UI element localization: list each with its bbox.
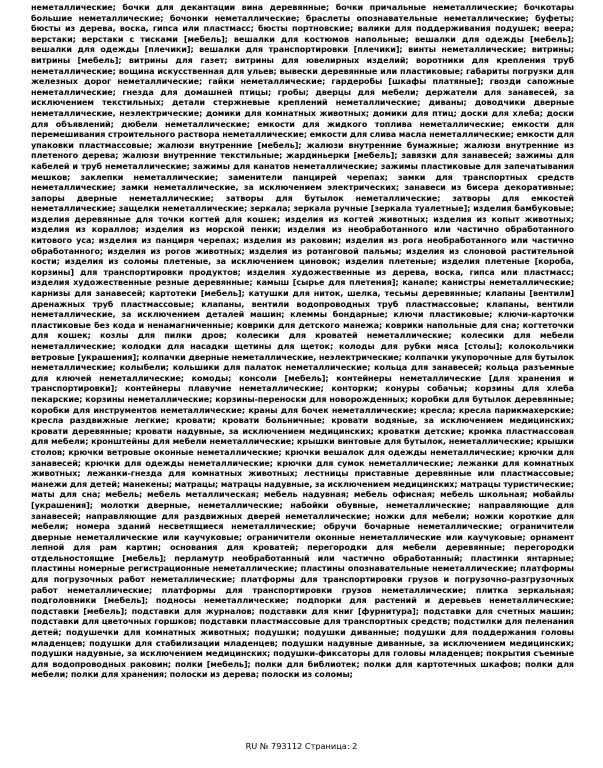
document-page	[31, 3, 574, 681]
goods-list-text: неметаллические; бочки для декантации вина деревянные; бочки причальные неметаллические; бочкотары большие неметаллические; бочонки неметаллические; браслеты опознавательные неметаллические; буфеты; бюсты из дерева, воска, гипса или пластмасс; бюсты портновские; валики для поддерживания подушек; веера; верстаки; верстаки с тисками [мебель]; вешалки для костюмов напольные; вешалки для одежды [мебель]; вешалки для одежды [плечики]; вешалки для транспортировки [плечики]; винты неметаллические; витрины; витрины [мебель]; витрины для газет; витрины для ювелирных изделий; воротники для крепления труб неметаллические; вощина искусственная для ульев; вывески деревянные или пластиковые; габариты погрузки для железных дорог неметаллические; гайки неметаллические; гардеробы [шкафы платяные]; гвозди сапожные неметаллические; гнезда для домашней птицы; гробы; дверцы для мебели; держатели для занавесей, за исключением текстильных; детали стержневые креплений неметаллические; диваны; доводчики дверные неметаллические, неэлектрические; домики для комнатных животных; домики для птиц; доски для хлеба; доски для объявлений; дюбели неметаллические; емкости для жидкого топлива неметаллические; емкости для перемешивания строительного раствора неметаллические; емкости для слива масла неметаллические; емкости для упаковки пластмассовые; жалюзи внутренние [мебель]; жалюзи внутренние бумажные; жалюзи внутренние из плетеного дерева; жалюзи внутренние текстильные; жардиньерки [мебель]; завязки для занавесей; зажимы для кабелей и труб неметаллические; зажимы для канатов неметаллические; зажимы пластиковые для запечатывания мешков; заклепки неметаллические; заменители панцирей черепах; замки для транспортных средств неметаллические; замки неметаллические, за исключением электрических; занавеси из бисера декоративные; запоры дверные неметаллические; затворы для бутылок неметаллические; затворы для емкостей неметаллические; защелки неметаллические; зеркала; зеркала ручные [зеркала туалетные]; изделия бамбуковые; изделия деревянные для точки когтей для кошек; изделия из когтей животных; изделия из копыт животных; изделия из кораллов; изделия из морской пенки; изделия из необработанного или частично обработанного китового уса; изделия из панциря черепах; изделия из раковин; изделия из рога необработанного или частично обработанного; изделия из рогов животных; изделия из ротанговой пальмы; изделия из слоновой растительной кости; изделия из соломы плетеные, за исключением циновок; изделия плетеные; изделия плетеные [короба, корзины] для транспортировки продуктов; изделия художественные из дерева, воска, гипса или пластмасс; изделия художественные резные деревянные; камыш [сырье для плетения]; канапе; канистры неметаллические; карнизы для занавесей; картотеки [мебель]; катушки для ниток, шелка, тесьмы деревянные; клапаны [вентили] дренажных труб пластмассовые; клапаны, вентили водопроводных труб пластмассовые; клапаны, вентили неметаллические, за исключением деталей машин; клеммы бондарные; ключи пластиковые; ключи-карточки пластиковые без кода и ненамагниченные; коврики для детского манежа; коврики напольные для сна; когтеточки для кошек; козлы для пилки дров; колесики для кроватей неметаллические; колесики для мебели неметаллические; колодки для насадки щетины для щеток; колоды для рубки мяса [столы]; колокольчики ветровые [украшения]; колпачки дверные неметаллические, неэлектрические; колпачки укупорочные для бутылок неметаллические; колыбели; кольшики для палаток неметаллические; кольца для занавесей; кольца разъемные для ключей неметаллические; комоды; консоли [мебель]; контейнеры неметаллические [для хранения и транспортировки]; контейнеры плавучие неметаллические; конторки; конуры собачьи; корзины для хлеба пекарские; корзины неметаллические; корзины-переноски для новорожденных; коробки для бутылок деревянные; коробки для инструментов неметаллические; краны для бочек неметаллические; кресла; кресла парикмахерские; кресла раздвижные легкие; кровати; кровати больничные; кровати водяные, за исключением медицинских; кровати деревянные; кровати надувные, за исключением медицинских; кроватки детские; кромка пластмассовая для мебели; кронштейны для мебели неметаллические; крышки винтовые для бутылок, неметаллические; крышки столов; крючки ветровые оконные неметаллические; крючки вешалок для одежды неметаллические; крючки для занавесей; крючки для одежды неметаллические; крючки для сумок неметаллические; лежанки для комнатных животных; лежанки-гнезда для комнатных животных; лестницы приставные деревянные или пластмассовые; манежи для детей; манекены; матрацы; матрацы надувные, за исключением медицинских; матрацы туристические; маты для сна; мебель; мебель металлическая; мебель надувная; мебель офисная; мебель школьная; мобайлы [украшения]; молотки дверные, неметаллические; набойки обувные, неметаллические; направляющие для занавесей; направляющие для раздвижных дверей неметаллические; ножки для мебели; ножки короткие для мебели; номера зданий несветящиеся неметаллические; обручи бочарные неметаллические; ограничители дверные неметаллические или каучуковые; ограничители оконные неметаллические или каучуковые; орнамент лепной для рам картин; основания для кроватей; перегородки для мебели деревянные; перегородки отдельностоящие [мебель]; перламутр необработанный или частично обработанный; пластинки янтарные; пластины номерные регистрационные неметаллические; пластины опознавательные неметаллические; платформы для погрузочных работ неметаллические; платформы для транспортировки грузов и погрузочно-разгрузочных работ неметаллические; платформы для транспортировки грузов неметаллические; плитка зеркальная; подголовники [мебель]; подносы неметаллические; подпорки для растений и деревьев неметаллические; подставки [мебель]; подставки для журналов; подставки для книг [фурнитура]; подставки для счетных машин; подставки для цветочных горшков; подставки пластмассовые для транспортных средств; подстилки для пеленания детей; подушечки для комнатных животных; подушки; подушки диванные; подушки для поддержания головы младенцев; подушки для стабилизации младенцев; подушки надувные диванные, за исключением медицинских; подушки надувные, за исключением медицинских; подушки-фиксаторы для головы младенцев; покрытия съемные для водопроводных раковин; полки [мебель]; полки для библиотек; полки для картотечных шкафов; полки для мебели; полки для хранения; полоски из дерева; полоски из соломы;	[31, 3, 574, 680]
page-footer: RU № 793112 Страница: 2	[245, 741, 358, 751]
